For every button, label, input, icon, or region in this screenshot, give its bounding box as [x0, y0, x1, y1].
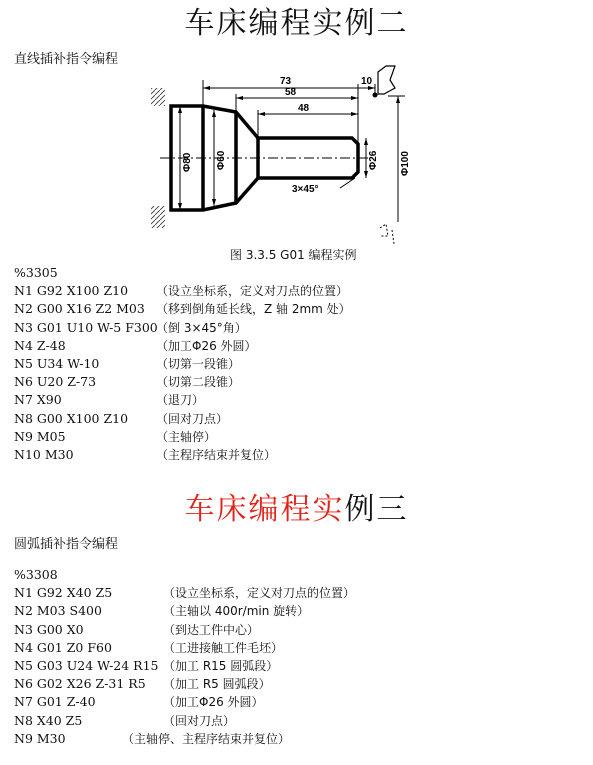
nc-code: N8 G00 X100 Z10 — [14, 410, 129, 426]
program-line — [14, 712, 355, 730]
nc-code: N7 G01 Z-40 — [14, 694, 96, 710]
nc-comment: （主轴停） — [156, 429, 217, 444]
dimension-arrows — [178, 86, 400, 210]
program-line — [14, 730, 355, 748]
dia-26: Φ26 — [368, 150, 379, 170]
nc-code: N3 G00 X0 — [14, 621, 84, 637]
program-listing-3308 — [14, 566, 355, 748]
dia-80: Φ80 — [182, 152, 193, 172]
nc-comment: （回对刀点） — [163, 713, 236, 728]
nc-code: N1 G92 X100 Z10 — [14, 283, 129, 299]
program-line — [14, 337, 351, 355]
dim-10: 10 — [361, 76, 373, 87]
dim-48: 48 — [298, 103, 310, 114]
program-line — [14, 355, 351, 373]
program-line — [14, 282, 351, 300]
nc-comment: （主轴以 400r/min 旋转） — [163, 604, 310, 619]
program-line — [14, 693, 355, 711]
program-line — [14, 621, 355, 639]
nc-code: N5 U34 W-10 — [14, 355, 100, 371]
program-line — [14, 675, 355, 693]
dia-60: Φ60 — [216, 150, 227, 170]
program-line — [14, 428, 351, 446]
nc-comment: （主程序结束并复位） — [156, 447, 277, 462]
nc-code: N2 G00 X16 Z2 M03 — [14, 301, 145, 317]
nc-comment: （移到倒角延长线，Z 轴 2mm 处） — [156, 302, 351, 317]
program-line — [14, 657, 355, 675]
program-line — [14, 446, 351, 464]
title-text: 车床编程实例二 — [184, 6, 409, 41]
program-line — [14, 584, 355, 602]
nc-comment: （加工Φ26 外圆） — [156, 338, 257, 353]
program-line — [14, 410, 351, 428]
program-line — [14, 391, 351, 409]
nc-code: N4 Z-48 — [14, 337, 66, 353]
nc-code: N4 G01 Z0 F60 — [14, 639, 112, 655]
nc-code: N2 M03 S400 — [14, 603, 102, 619]
title-text-black: 例三 — [344, 492, 409, 527]
nc-comment: （倒 3×45°角） — [156, 320, 247, 335]
nc-comment: （设立坐标系，定义对刀点的位置） — [156, 284, 349, 299]
program-line — [14, 319, 351, 337]
nc-comment: （设立坐标系，定义对刀点的位置） — [163, 586, 356, 601]
program-name: %3308 — [14, 567, 58, 582]
nc-comment: （加工 R15 圆弧段） — [163, 658, 279, 673]
section-subtitle-linear: 直线插补指令编程 — [14, 52, 119, 67]
chamfer-label: 3×45° — [292, 184, 319, 195]
nc-code: N6 U20 Z-73 — [14, 374, 97, 390]
program-line — [14, 300, 351, 318]
nc-comment: （切第二段锥） — [156, 375, 241, 390]
nc-comment: （加工 R5 圆弧段） — [163, 677, 271, 692]
cutting-tool — [378, 66, 395, 94]
nc-comment: （加工Φ26 外圆） — [163, 695, 264, 710]
program-name: %3305 — [14, 265, 58, 280]
nc-code: N7 X90 — [14, 392, 62, 408]
nc-comment: （切第一段锥） — [156, 356, 241, 371]
program-listing-3305 — [14, 264, 351, 464]
nc-comment: （主轴停、主程序结束并复位） — [122, 731, 291, 746]
program-line — [14, 639, 355, 657]
nc-code: N10 M30 — [14, 446, 74, 462]
section-subtitle-circular: 圆弧插补指令编程 — [14, 537, 119, 552]
nc-code: N1 G92 X40 Z5 — [14, 585, 113, 601]
nc-code: N3 G01 U10 W-5 F300 — [14, 319, 158, 335]
program-line — [14, 602, 355, 620]
nc-code: N6 G02 X26 Z-31 R5 — [14, 676, 146, 692]
nc-comment: （回对刀点） — [156, 411, 229, 426]
g01-lathe-part-diagram — [0, 0, 593, 250]
dim-73: 73 — [280, 76, 292, 87]
title-text-red: 车床编程实 — [184, 492, 345, 527]
axis-mark — [380, 224, 394, 244]
figure-caption: 图 3.3.5 G01 编程实例 — [230, 248, 357, 262]
nc-comment: （到达工件中心） — [163, 622, 260, 637]
nc-code: N9 M05 — [14, 428, 66, 444]
nc-code: N8 X40 Z5 — [14, 712, 83, 728]
program-line — [14, 373, 351, 391]
page-title-example-3 — [0, 492, 593, 528]
nc-comment: （退刀） — [156, 393, 205, 408]
chuck-hatch-top — [151, 88, 165, 106]
dia-100: Φ100 — [400, 151, 411, 176]
nc-code: N9 M30 — [14, 730, 66, 746]
dim-58: 58 — [285, 87, 297, 98]
nc-comment: （工进接触工件毛坯） — [163, 640, 284, 655]
chuck-hatch-bottom — [151, 206, 165, 228]
nc-code: N5 G03 U24 W-24 R15 — [14, 657, 159, 673]
